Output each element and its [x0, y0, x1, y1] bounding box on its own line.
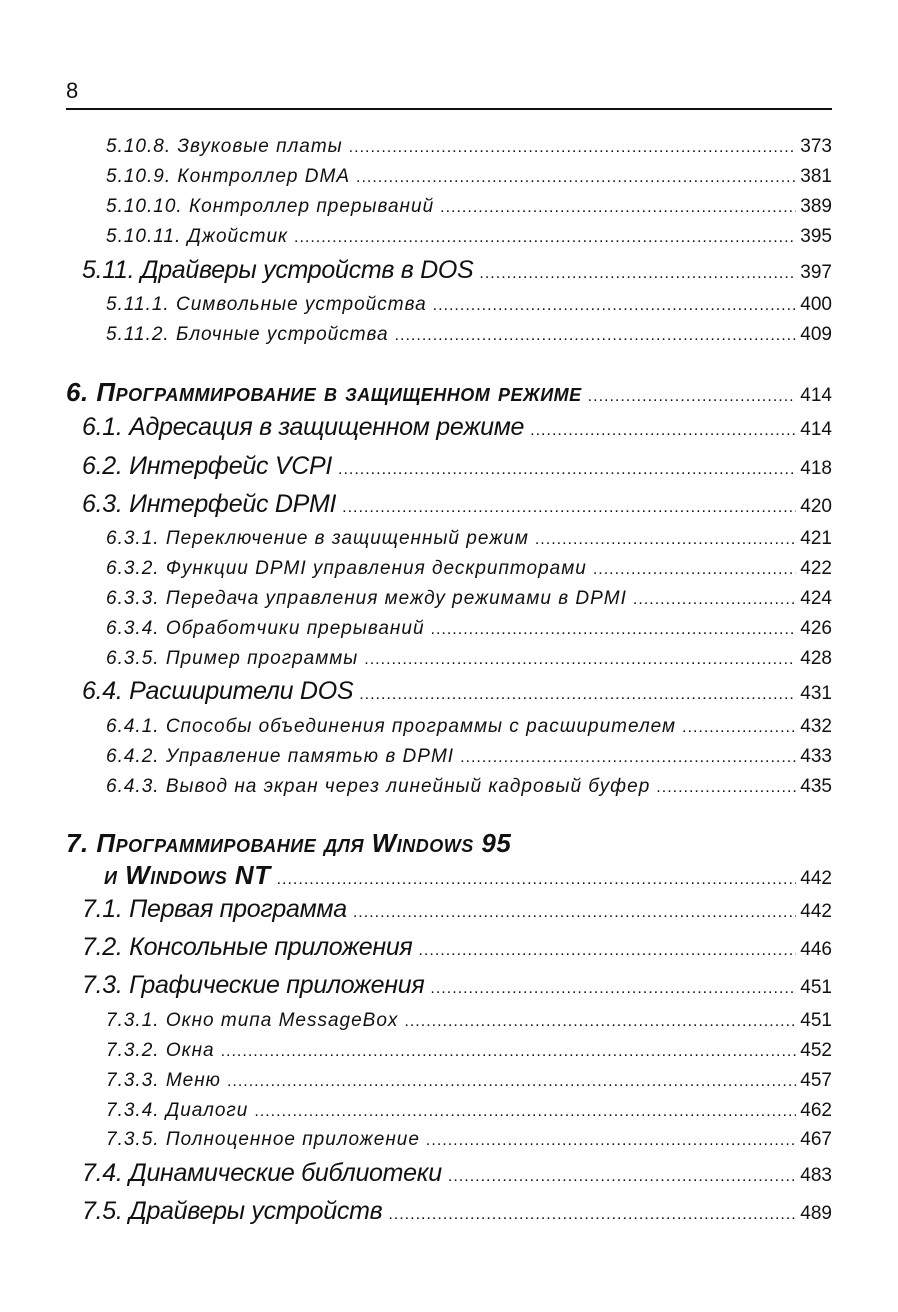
toc-entry-5-11-1[interactable] — [106, 294, 832, 316]
toc-entry-6-1[interactable] — [82, 413, 832, 442]
toc-chapter-7-title[interactable]: 7. Программирование для Windows 95 — [66, 828, 512, 858]
dot-leader — [338, 461, 796, 479]
toc-entry-5-10-9[interactable] — [106, 166, 832, 188]
toc-entry-label: 5.11.1. Символьные устройства — [106, 294, 427, 315]
toc-entry-7-3-3[interactable] — [106, 1070, 832, 1092]
dot-leader — [479, 265, 796, 283]
toc-entry-page: 381 — [800, 166, 832, 187]
toc-chapter-7[interactable] — [104, 860, 832, 891]
toc-entry-7-2[interactable] — [82, 933, 832, 962]
toc-entry-page: 428 — [800, 648, 832, 669]
toc-entry-page: 431 — [800, 683, 832, 704]
dot-leader — [294, 229, 796, 247]
toc-entry-label: 7.3.2. Окна — [106, 1040, 215, 1061]
toc-entry-5-10-11[interactable] — [106, 226, 832, 248]
dot-leader — [364, 651, 796, 669]
toc-entry-page: 397 — [800, 262, 832, 283]
toc-entry-5-11-2[interactable] — [106, 324, 832, 346]
toc-chapter-label: 6. Программирование в защищенном режиме — [66, 377, 582, 407]
page-number: 8 — [66, 78, 79, 103]
toc-entry-5-10-8[interactable] — [106, 136, 832, 158]
dot-leader — [353, 904, 796, 922]
toc-entry-page: 373 — [800, 136, 832, 157]
toc-entry-page: 426 — [800, 618, 832, 639]
toc-entry-label: 6.4. Расширители DOS — [82, 677, 354, 705]
toc-entry-page: 462 — [800, 1100, 832, 1121]
toc-entry-page: 389 — [800, 196, 832, 217]
dot-leader — [349, 139, 797, 157]
toc-entry-page: 433 — [800, 746, 832, 767]
dot-leader — [440, 199, 796, 217]
dot-leader — [460, 749, 796, 767]
toc-entry-5-11[interactable] — [82, 256, 832, 285]
toc-entry-label: 6.3.1. Переключение в защищенный режим — [106, 528, 529, 549]
dot-leader — [530, 422, 796, 440]
toc-entry-6-4[interactable] — [82, 677, 832, 706]
toc-entry-label: 6.3.4. Обработчики прерываний — [106, 618, 425, 639]
dot-leader — [535, 531, 796, 549]
toc-entry-6-4-1[interactable] — [106, 716, 832, 738]
toc-entry-label: 6.3.3. Передача управления между режимами в DPMI — [106, 588, 627, 609]
toc-entry-label: 5.10.9. Контроллер DMA — [106, 166, 350, 187]
toc-entry-label: 5.10.11. Джойстик — [106, 226, 288, 247]
toc-entry-page: 483 — [800, 1165, 832, 1186]
toc-entry-7-5[interactable] — [82, 1197, 832, 1226]
toc-entry-6-4-2[interactable] — [106, 746, 832, 768]
dot-leader — [395, 327, 797, 345]
toc-entry-page: 400 — [800, 294, 832, 315]
dot-leader — [359, 686, 796, 704]
toc-entry-label: 7.3.4. Диалоги — [106, 1100, 249, 1121]
dot-leader — [254, 1103, 796, 1121]
toc-entry-page: 451 — [800, 1010, 832, 1031]
toc-entry-page: 421 — [800, 528, 832, 549]
toc-entry-label: 6.3.2. Функции DPMI управления дескрипторами — [106, 558, 587, 579]
dot-leader — [221, 1043, 797, 1061]
toc-entry-page: 432 — [800, 716, 832, 737]
toc-entry-label: 6.3.5. Пример программы — [106, 648, 359, 669]
toc-entry-page: 442 — [800, 868, 832, 889]
toc-entry-6-3[interactable] — [82, 490, 832, 519]
toc-entry-6-3-2[interactable] — [106, 558, 832, 580]
toc-entry-label: 7.3.3. Меню — [106, 1070, 221, 1091]
dot-leader — [433, 297, 797, 315]
dot-leader — [682, 719, 796, 737]
toc-entry-page: 452 — [800, 1040, 832, 1061]
toc-entry-label: 6.1. Адресация в защищенном режиме — [82, 413, 525, 441]
toc-entry-label: 5.11. Драйверы устройств в DOS — [82, 256, 474, 284]
toc-entry-5-10-10[interactable] — [106, 196, 832, 218]
toc-entry-page: 451 — [800, 977, 832, 998]
toc-entry-page: 395 — [800, 226, 832, 247]
toc-entry-label: 7.3.5. Полноценное приложение — [106, 1129, 420, 1150]
toc-entry-page: 409 — [800, 324, 832, 345]
toc-entry-label: 7.3.1. Окно типа MessageBox — [106, 1010, 399, 1031]
toc-entry-page: 424 — [800, 588, 832, 609]
toc-entry-label: 7.4. Динамические библиотеки — [82, 1159, 442, 1187]
dot-leader — [430, 980, 796, 998]
toc-entry-page: 489 — [800, 1203, 832, 1224]
toc-entry-7-3-1[interactable] — [106, 1010, 832, 1032]
toc-entry-page: 442 — [800, 901, 832, 922]
toc-entry-page: 446 — [800, 939, 832, 960]
toc-entry-6-3-1[interactable] — [106, 528, 832, 550]
toc-entry-label: 7.5. Драйверы устройств — [82, 1197, 383, 1225]
toc-entry-label: 6.4.2. Управление памятью в DPMI — [106, 746, 455, 767]
toc-entry-page: 422 — [800, 558, 832, 579]
dot-leader — [426, 1132, 796, 1150]
toc-entry-page: 414 — [800, 385, 832, 406]
dot-leader — [342, 499, 796, 517]
toc-entry-label: 5.11.2. Блочные устройства — [106, 324, 389, 345]
toc-entry-7-3-4[interactable] — [106, 1100, 832, 1122]
toc-entry-label: 7.1. Первая программа — [82, 895, 347, 923]
dot-leader — [388, 1206, 796, 1224]
dot-leader — [656, 779, 796, 797]
dot-leader — [633, 591, 796, 609]
toc-entry-6-4-3[interactable] — [106, 776, 832, 798]
toc-entry-7-4[interactable] — [82, 1159, 832, 1188]
toc-entry-label: 5.10.10. Контроллер прерываний — [106, 196, 435, 217]
toc-entry-6-2[interactable] — [82, 452, 832, 481]
toc-entry-label: 6.4.1. Способы объединения программы с расширителем — [106, 716, 677, 737]
dot-leader — [356, 169, 796, 187]
toc-entry-label: 6.4.3. Вывод на экран через линейный кадровый буфер — [106, 776, 651, 797]
toc-entry-page: 420 — [800, 496, 832, 517]
toc-chapter-6[interactable] — [66, 377, 832, 408]
toc-entry-page: 414 — [800, 419, 832, 440]
toc-entry-6-3-5[interactable] — [106, 648, 832, 670]
toc-entry-6-3-3[interactable] — [106, 588, 832, 610]
toc-entry-7-3-2[interactable] — [106, 1040, 832, 1062]
toc-chapter-label: и Windows NT — [104, 860, 271, 890]
toc-entry-page: 418 — [800, 458, 832, 479]
dot-leader — [404, 1013, 796, 1031]
toc-entry-label: 6.2. Интерфейс VCPI — [82, 452, 332, 480]
toc-entry-7-3-5[interactable] — [106, 1129, 832, 1151]
toc-entry-label: 7.3. Графические приложения — [82, 971, 425, 999]
dot-leader — [277, 871, 797, 889]
dot-leader — [431, 621, 797, 639]
dot-leader — [227, 1073, 796, 1091]
dot-leader — [588, 388, 797, 406]
dot-leader — [448, 1168, 796, 1186]
toc-entry-page: 435 — [800, 776, 832, 797]
dot-leader — [593, 561, 796, 579]
dot-leader — [418, 942, 796, 960]
toc-entry-6-3-4[interactable] — [106, 618, 832, 640]
toc-entry-page: 467 — [800, 1129, 832, 1150]
toc-entry-label: 6.3. Интерфейс DPMI — [82, 490, 337, 518]
toc-entry-7-1[interactable] — [82, 895, 832, 924]
toc-entry-label: 5.10.8. Звуковые платы — [106, 136, 343, 157]
toc-entry-page: 457 — [800, 1070, 832, 1091]
toc-entry-7-3[interactable] — [82, 971, 832, 1000]
toc-entry-label: 7.2. Консольные приложения — [82, 933, 413, 961]
